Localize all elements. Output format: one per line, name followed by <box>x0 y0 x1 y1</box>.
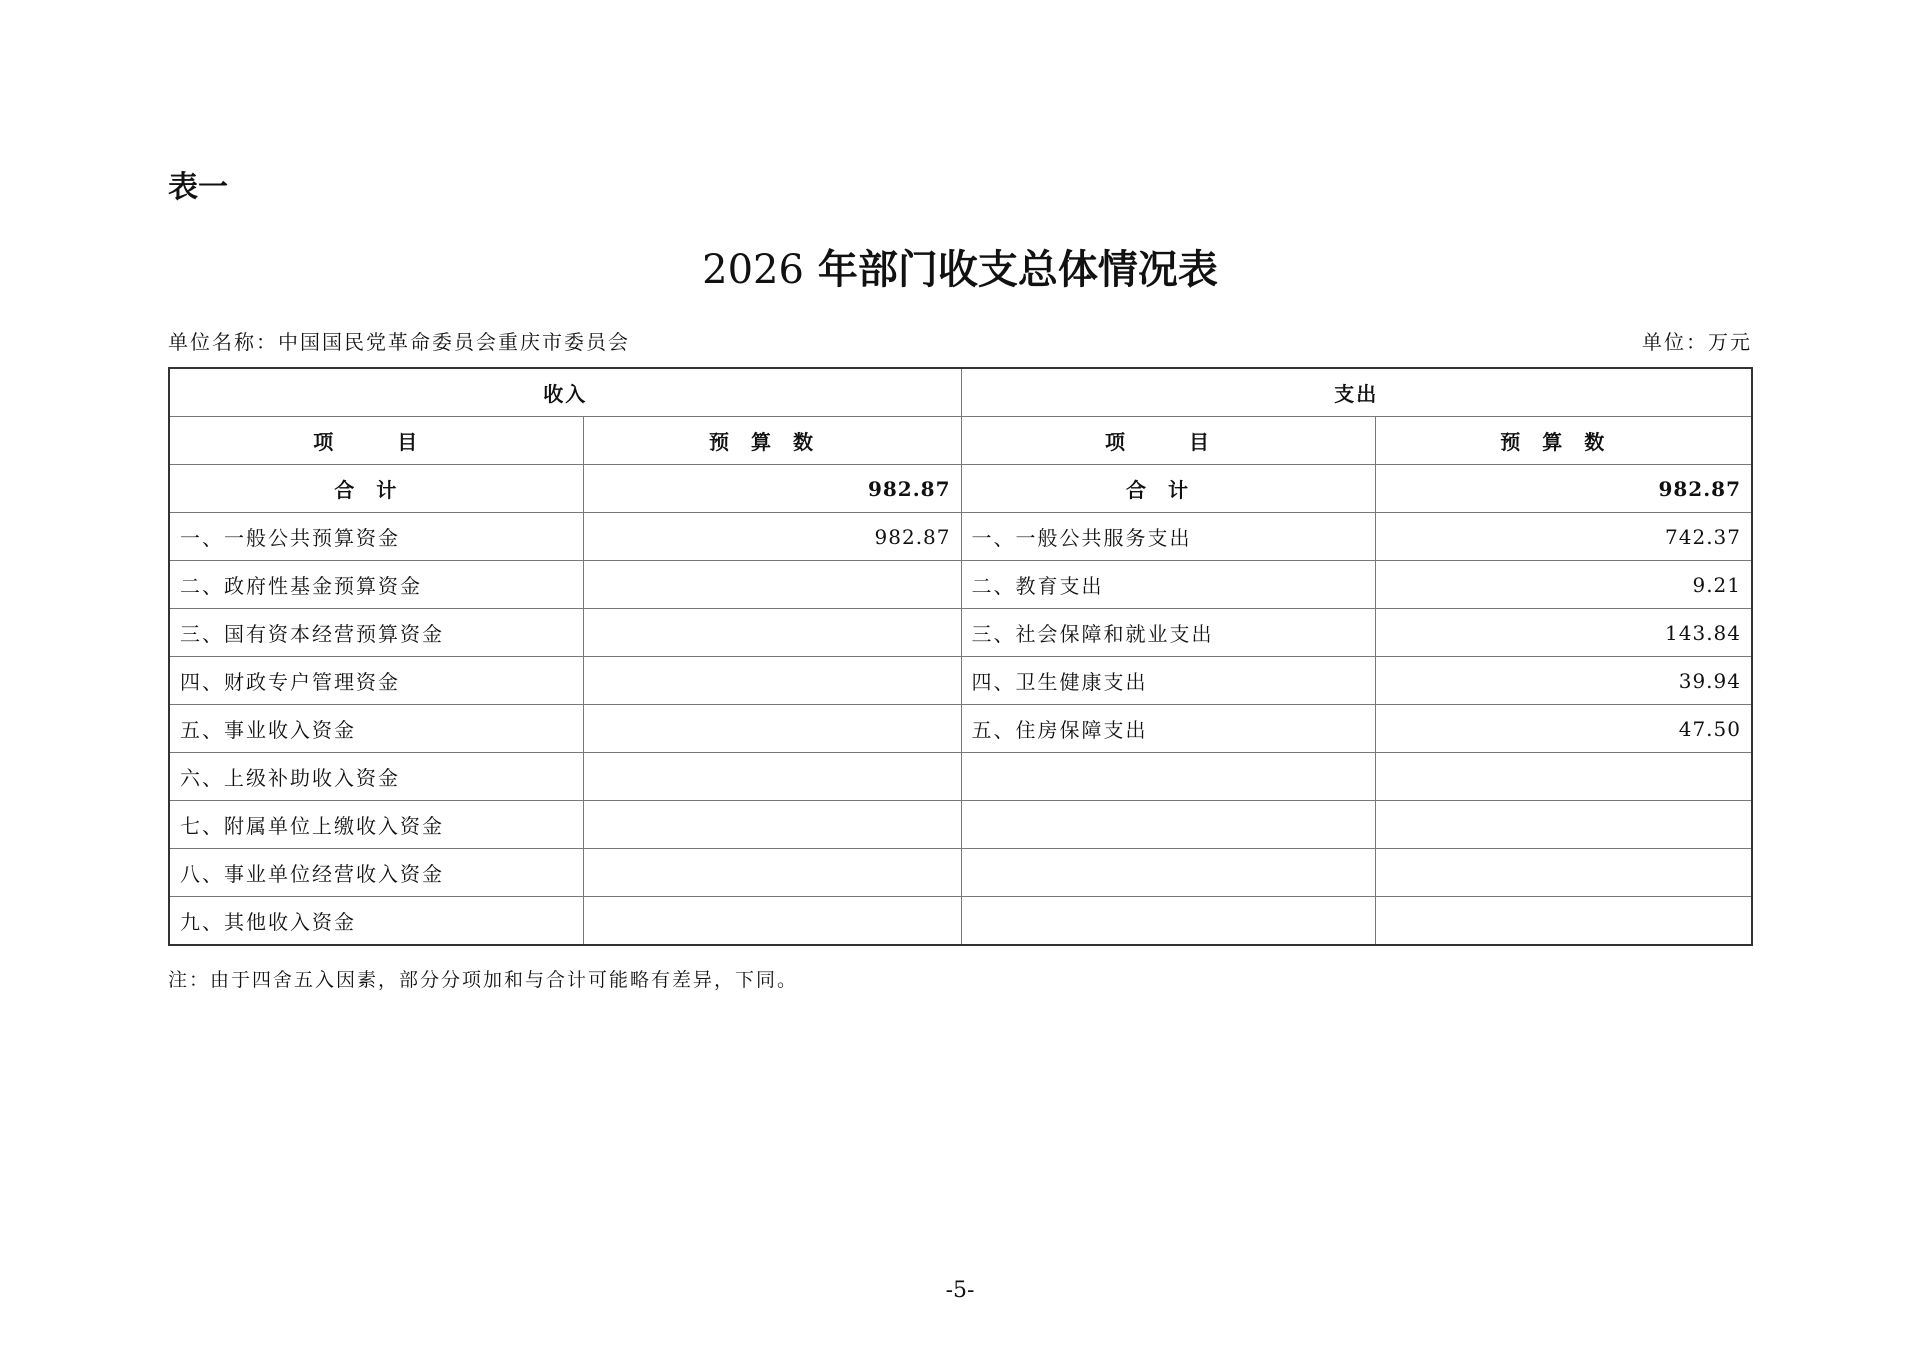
expense-value <box>1375 753 1752 801</box>
income-value <box>583 897 961 946</box>
income-total-value: 982.87 <box>583 465 961 513</box>
income-total-label: 合计 <box>169 465 583 513</box>
income-item: 七、附属单位上缴收入资金 <box>169 801 583 849</box>
income-header: 收入 <box>169 368 961 417</box>
income-value <box>583 561 961 609</box>
expense-value: 9.21 <box>1375 561 1752 609</box>
table-row <box>169 897 1752 946</box>
expense-value: 143.84 <box>1375 609 1752 657</box>
table-row <box>169 849 1752 897</box>
income-value <box>583 801 961 849</box>
income-value: 982.87 <box>583 513 961 561</box>
expense-value <box>1375 897 1752 946</box>
income-value <box>583 753 961 801</box>
income-item-header: 项 目 <box>169 417 583 465</box>
expense-total-value: 982.87 <box>1375 465 1752 513</box>
expense-value <box>1375 801 1752 849</box>
expense-item-header: 项 目 <box>961 417 1375 465</box>
table-row <box>169 801 1752 849</box>
income-value <box>583 849 961 897</box>
expense-total-label: 合计 <box>961 465 1375 513</box>
table-row <box>169 609 1752 657</box>
expense-item <box>961 849 1375 897</box>
page-number: -5- <box>945 1278 975 1303</box>
expense-item: 四、卫生健康支出 <box>961 657 1375 705</box>
table-row <box>169 561 1752 609</box>
expense-item <box>961 897 1375 946</box>
expense-value: 47.50 <box>1375 705 1752 753</box>
income-item: 九、其他收入资金 <box>169 897 583 946</box>
title-text: 年部门收支总体情况表 <box>817 246 1218 293</box>
expense-value: 39.94 <box>1375 657 1752 705</box>
expense-item: 五、住房保障支出 <box>961 705 1375 753</box>
section-header-row <box>169 368 1752 417</box>
table-row <box>169 657 1752 705</box>
income-item: 六、上级补助收入资金 <box>169 753 583 801</box>
expense-item: 一、一般公共服务支出 <box>961 513 1375 561</box>
column-header-row <box>169 417 1752 465</box>
income-item: 一、一般公共预算资金 <box>169 513 583 561</box>
expense-item: 三、社会保障和就业支出 <box>961 609 1375 657</box>
expense-item: 二、教育支出 <box>961 561 1375 609</box>
title-year: 2026 <box>702 247 804 293</box>
income-value <box>583 657 961 705</box>
income-value <box>583 609 961 657</box>
total-row <box>169 465 1752 513</box>
expense-item <box>961 753 1375 801</box>
budget-table <box>168 367 1753 946</box>
income-item: 八、事业单位经营收入资金 <box>169 849 583 897</box>
income-item: 四、财政专户管理资金 <box>169 657 583 705</box>
income-item: 五、事业收入资金 <box>169 705 583 753</box>
income-item: 三、国有资本经营预算资金 <box>169 609 583 657</box>
expense-value <box>1375 849 1752 897</box>
footnote: 注：由于四舍五入因素，部分分项加和与合计可能略有差异，下同。 <box>168 969 799 991</box>
expense-value: 742.37 <box>1375 513 1752 561</box>
table-label: 表一 <box>168 170 228 205</box>
income-value <box>583 705 961 753</box>
expense-budget-header: 预算数 <box>1375 417 1752 465</box>
currency-unit: 单位：万元 <box>1642 330 1752 354</box>
table-row <box>169 705 1752 753</box>
expense-header: 支出 <box>961 368 1752 417</box>
table-row <box>169 753 1752 801</box>
unit-name: 单位名称：中国国民党革命委员会重庆市委员会 <box>168 330 630 354</box>
income-item: 二、政府性基金预算资金 <box>169 561 583 609</box>
income-budget-header: 预算数 <box>583 417 961 465</box>
expense-item <box>961 801 1375 849</box>
table-row <box>169 513 1752 561</box>
page-title <box>0 238 1920 295</box>
